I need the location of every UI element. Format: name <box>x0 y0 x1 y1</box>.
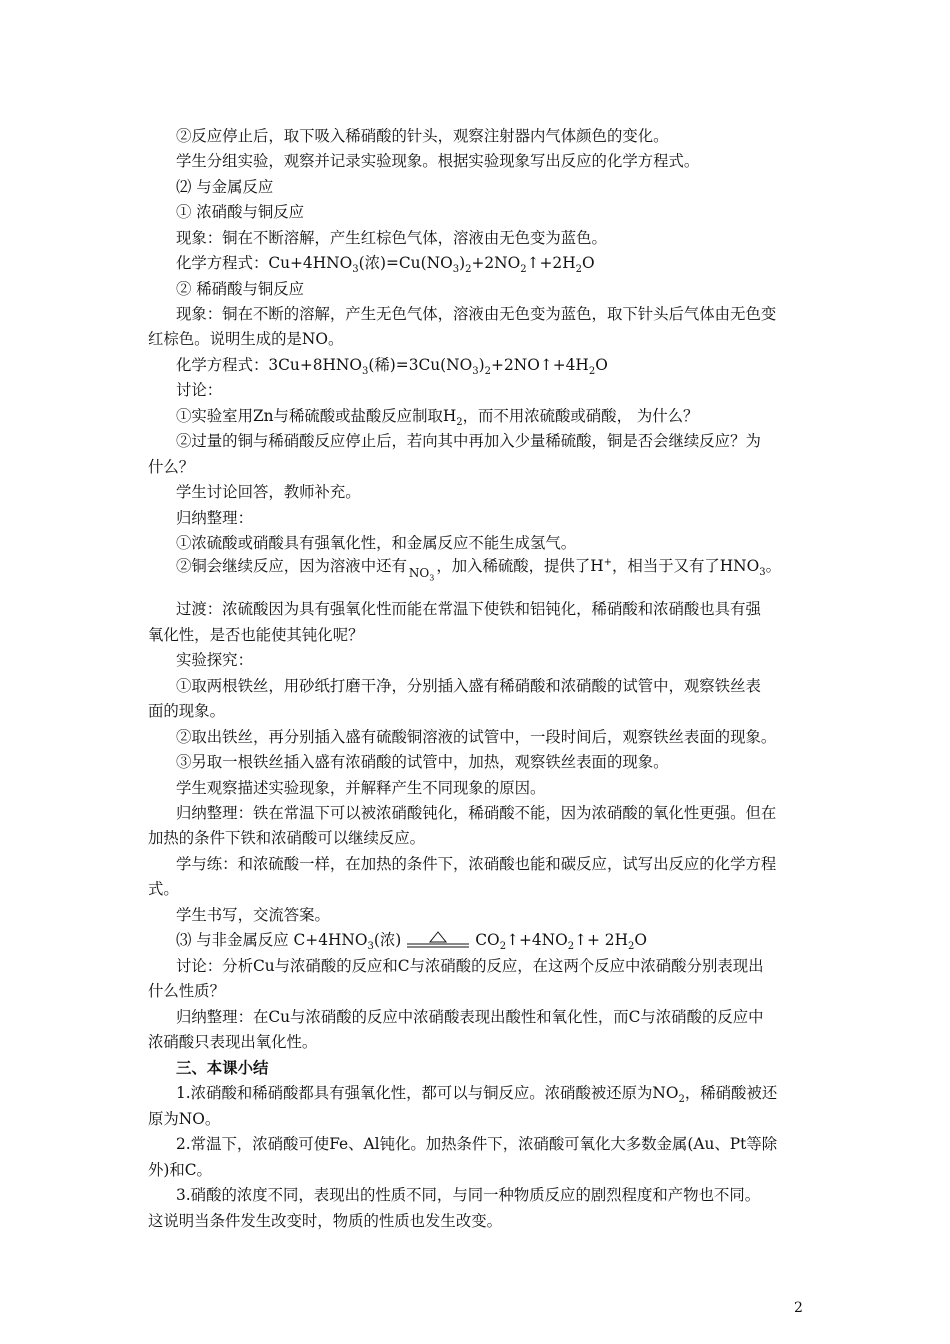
equation-line: ⑶ 与非金属反应 $C+4HNO_3$(浓) $CO_2↑+4NO_2↑+ 2H_2O$ <box>176 931 648 953</box>
page-number: 2 <box>794 1300 803 1316</box>
text-line: ②过量的铜与稀硝酸反应停止后，若向其中再加入少量稀硫酸，铜是否会继续反应？为 <box>176 432 761 450</box>
text-line: ①取两根铁丝，用砂纸打磨干净，分别插入盛有稀硝酸和浓硝酸的试管中，观察铁丝表 <box>176 677 761 695</box>
text-line: 原为NO。 <box>148 1110 221 1128</box>
text-line: ②铜会继续反应，因为溶液中还有 $NO_3$，加入稀硫酸，提供了H+，相当于又有了$HNO_3$。 <box>176 556 782 583</box>
text-line: 红棕色。说明生成的是NO。 <box>148 330 344 348</box>
text-line: 氧化性，是否也能使其钝化呢？ <box>148 626 364 644</box>
text-line: 加热的条件下铁和浓硝酸可以继续反应。 <box>148 829 426 847</box>
equation-line: 化学方程式：$3Cu+8HNO_3$(稀)$=3Cu(NO_3)_2+2NO↑+4H_2O$ <box>176 356 608 378</box>
text-line: 1.浓硝酸和稀硝酸都具有强氧化性，都可以与铜反应。浓硝酸被还原为$NO_2$，稀硝酸被还 <box>176 1084 778 1106</box>
text-line: 浓硝酸只表现出氧化性。 <box>148 1033 318 1051</box>
text-line: 学生观察描述实验现象，并解释产生不同现象的原因。 <box>176 779 546 797</box>
text-line: 什么性质？ <box>148 982 225 1000</box>
text-line: 过渡：浓硫酸因为具有强氧化性而能在常温下使铁和铝钝化，稀硝酸和浓硝酸也具有强 <box>176 600 761 618</box>
section-heading: ⑵ 与金属反应 <box>176 178 274 196</box>
text-line: 学生讨论回答，教师补充。 <box>176 483 361 501</box>
text-line: 2.常温下，浓硝酸可使Fe、Al钝化。加热条件下，浓硝酸可氧化大多数金属(Au、Pt等除 <box>176 1135 778 1153</box>
text-line: ②取出铁丝，再分别插入盛有硫酸铜溶液的试管中，一段时间后，观察铁丝表面的现象。 <box>176 728 777 746</box>
text-line: 这说明当条件发生改变时，物质的性质也发生改变。 <box>148 1212 502 1230</box>
text-line: 讨论： <box>176 381 223 399</box>
section-heading-summary: 三、本课小结 <box>176 1059 269 1077</box>
text-line: 外)和C。 <box>148 1161 212 1179</box>
text-line: ③另取一根铁丝插入盛有浓硝酸的试管中，加热，观察铁丝表面的现象。 <box>176 753 669 771</box>
text-line: 现象：铜在不断溶解，产生红棕色气体，溶液由无色变为蓝色。 <box>176 229 607 247</box>
text-line: 归纳整理： <box>176 509 253 527</box>
text-line: 实验探究： <box>176 651 253 669</box>
text-line: 归纳整理：在Cu与浓硝酸的反应中浓硝酸表现出酸性和氧化性，而C与浓硝酸的反应中 <box>176 1008 764 1026</box>
text-line: 学与练：和浓硫酸一样，在加热的条件下，浓硝酸也能和碳反应，试写出反应的化学方程 <box>176 855 777 873</box>
text-line: ① 浓硝酸与铜反应 <box>176 203 305 221</box>
text-line: ②反应停止后，取下吸入稀硝酸的针头，观察注射器内气体颜色的变化。 <box>176 127 669 145</box>
text-line: 什么？ <box>148 458 195 476</box>
nitrate-ion: $NO_3$ <box>408 566 435 583</box>
text-line: 学生书写，交流答案。 <box>176 906 330 924</box>
text-line: 讨论：分析Cu与浓硝酸的反应和C与浓硝酸的反应，在这两个反应中浓硝酸分别表现出 <box>176 957 764 975</box>
text-line: 3.硝酸的浓度不同，表现出的性质不同，与同一种物质反应的剧烈程度和产物也不同。 <box>176 1186 761 1204</box>
text-line: 式。 <box>148 880 179 898</box>
text-line: 归纳整理：铁在常温下可以被浓硝酸钝化，稀硝酸不能，因为浓硝酸的氧化性更强。但在 <box>176 804 777 822</box>
text-line: ①实验室用Zn与稀硫酸或盐酸反应制取$H_2$，而不用浓硫酸或硝酸， 为什么？ <box>176 407 699 429</box>
text-line: 学生分组实验，观察并记录实验现象。根据实验现象写出反应的化学方程式。 <box>176 152 700 170</box>
text-line: ② 稀硝酸与铜反应 <box>176 280 305 298</box>
text-line: 面的现象。 <box>148 702 225 720</box>
text-line: 现象：铜在不断的溶解，产生无色气体，溶液由无色变为蓝色，取下针头后气体由无色变 <box>176 305 777 323</box>
equation-line: 化学方程式：$Cu+4HNO_3$(浓)$=Cu(NO_3)_2+2NO_2↑+2H_2O$ <box>176 254 595 276</box>
heating-arrow <box>405 930 471 950</box>
text-line: ①浓硫酸或硝酸具有强氧化性，和金属反应不能生成氢气。 <box>176 534 577 552</box>
